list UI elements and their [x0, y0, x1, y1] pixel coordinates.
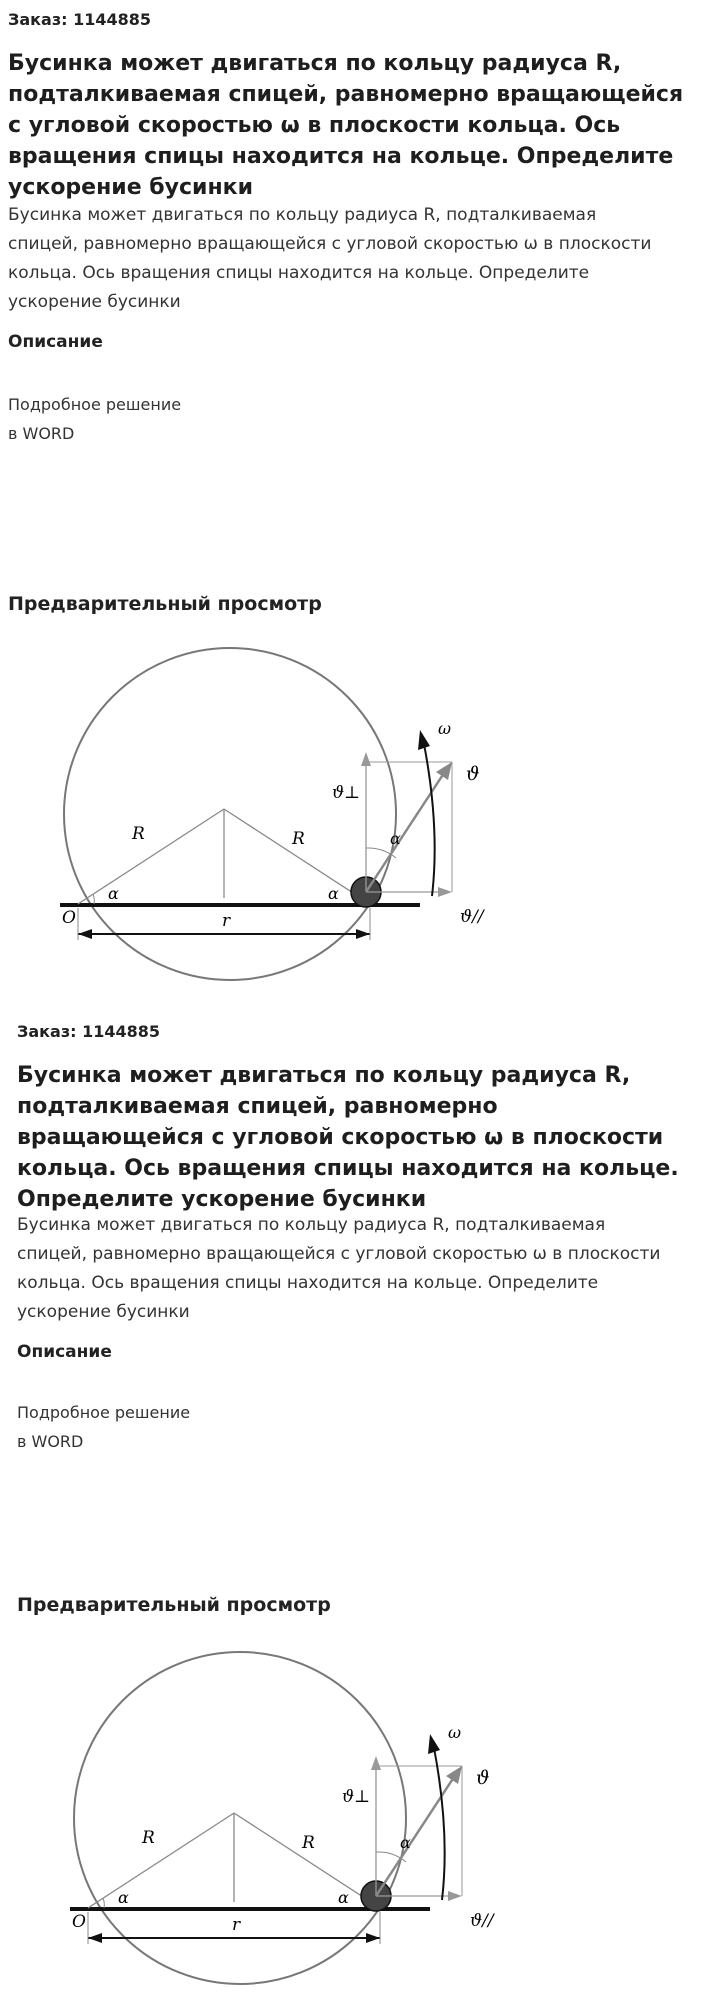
v-arrow	[436, 762, 452, 780]
alpha-arc-left	[93, 894, 94, 904]
preview-heading: Предварительный просмотр	[17, 1594, 331, 1616]
description-text	[8, 390, 181, 448]
label-v-perp: ϑ⊥	[342, 1787, 371, 1807]
preview-heading: Предварительный просмотр	[8, 593, 322, 615]
label-alpha-left: α	[108, 884, 119, 903]
description-line-1: Подробное решение	[8, 395, 182, 414]
omega-arc	[434, 1748, 445, 1900]
v-arrow	[446, 1766, 462, 1784]
order-number: Заказ: 1144885	[8, 10, 152, 29]
label-v: ϑ	[466, 763, 480, 785]
preview-diagram	[30, 1632, 590, 2002]
description-heading: Описание	[8, 332, 103, 352]
preview-diagram	[20, 628, 580, 998]
page-title: Бусинка может двигаться по кольцу радиуса R, подталкиваемая спицей, равномерно вращающейся с угловой скоростью ω в плоскости кольца. Ось вращения спицы находится на кольце. Определите ускорение бусинки	[8, 51, 684, 200]
radius-left	[88, 1813, 234, 1908]
page-title: Бусинка может двигаться по кольцу радиуса R, подталкиваемая спицей, равномерно вращающейся с угловой скоростью ω в плоскости кольца. Ось вращения спицы находится на кольце. Определите ускорение бусинки	[17, 1063, 679, 1212]
problem-text: Бусинка может двигаться по кольцу радиуса R, подталкиваемая спицей, равномерно вращающейся с угловой скоростью ω в плоскости кольца. Ось вращения спицы находится на кольце. Определите ускорение бусинки	[17, 1215, 661, 1322]
label-alpha-top: α	[390, 829, 401, 848]
r-arrow-left	[88, 1933, 102, 1943]
label-r: r	[222, 911, 231, 931]
label-v-perp: ϑ⊥	[332, 783, 361, 803]
omega-arrow	[418, 730, 430, 750]
label-v: ϑ	[476, 1767, 490, 1789]
description-line-1: Подробное решение	[17, 1403, 191, 1422]
label-R-right: R	[302, 1833, 315, 1853]
label-O: O	[62, 908, 76, 928]
v-par-arrow	[448, 1891, 462, 1901]
document-panel-2	[0, 1012, 701, 2016]
omega-arc	[424, 744, 435, 896]
label-omega: ω	[438, 719, 452, 738]
label-O: O	[72, 1912, 86, 1932]
label-R-left: R	[142, 1828, 155, 1848]
v-perp-arrow	[371, 1756, 381, 1770]
r-arrow-right	[356, 929, 370, 939]
label-alpha-right: α	[328, 884, 339, 903]
label-alpha-top: α	[400, 1833, 411, 1852]
v-perp-arrow	[361, 752, 371, 766]
label-v-par: ϑ//	[460, 907, 484, 927]
alpha-arc-left	[103, 1898, 104, 1908]
radius-right	[224, 809, 370, 904]
r-arrow-right	[366, 1933, 380, 1943]
label-alpha-left: α	[118, 1888, 129, 1907]
document-panel-1	[0, 0, 701, 1000]
r-arrow-left	[78, 929, 92, 939]
label-R-right: R	[292, 829, 305, 849]
radius-left	[78, 809, 224, 904]
description-heading: Описание	[17, 1342, 112, 1362]
description-text	[17, 1398, 190, 1456]
omega-arrow	[428, 1734, 440, 1754]
v-par-arrow	[438, 887, 452, 897]
label-R-left: R	[132, 824, 145, 844]
label-v-par: ϑ//	[470, 1911, 494, 1931]
label-alpha-right: α	[338, 1888, 349, 1907]
label-omega: ω	[448, 1723, 462, 1742]
problem-text: Бусинка может двигаться по кольцу радиуса R, подталкиваемая спицей, равномерно вращающейся с угловой скоростью ω в плоскости кольца. Ось вращения спицы находится на кольце. Определите ускорение бусинки	[8, 205, 652, 312]
order-number: Заказ: 1144885	[17, 1022, 161, 1041]
radius-right	[234, 1813, 380, 1908]
description-line-2: в WORD	[8, 424, 75, 443]
description-line-2: в WORD	[17, 1432, 84, 1451]
label-r: r	[232, 1915, 241, 1935]
